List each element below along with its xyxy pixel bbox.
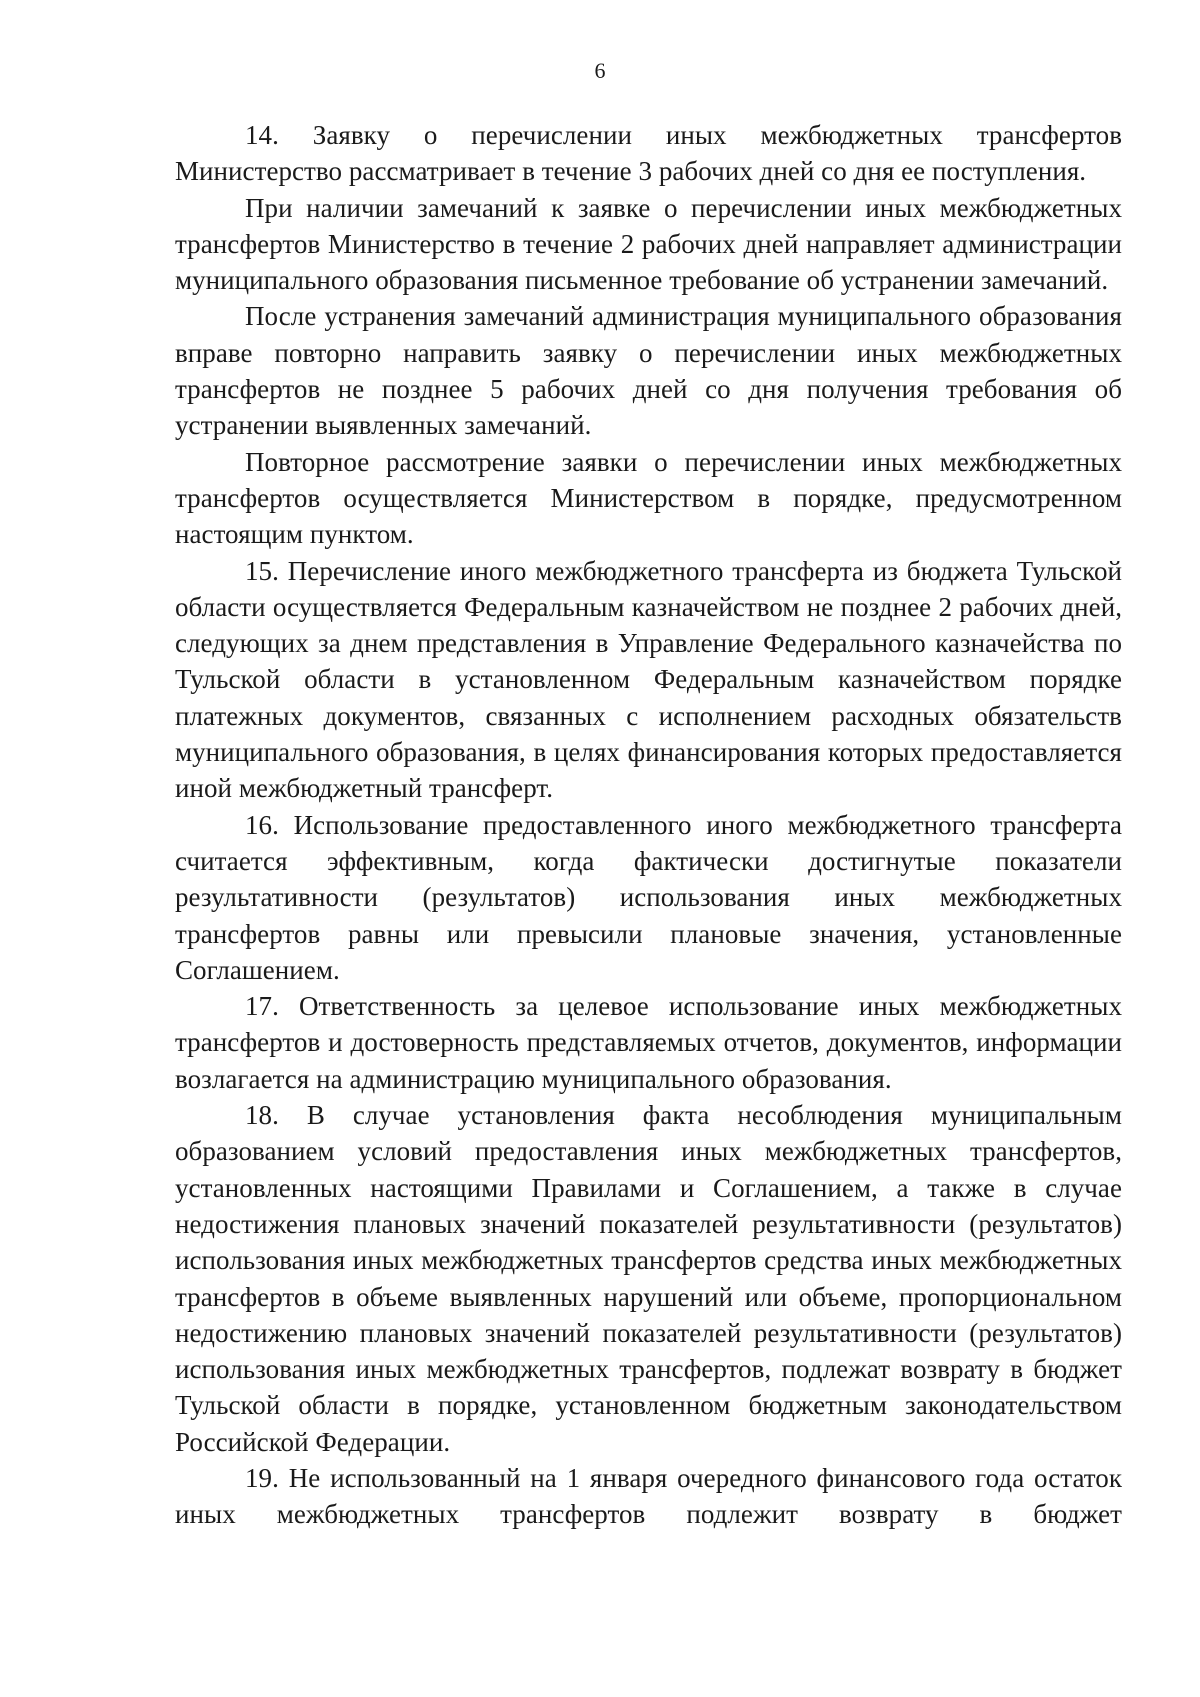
paragraph-14-repeat-review: Повторное рассмотрение заявки о перечислении иных межбюджетных трансфертов осуществляется Министерством в порядке, предусмотренном настоящим пунктом. — [175, 446, 1122, 550]
paragraph-14-remarks: При наличии замечаний к заявке о перечислении иных межбюджетных трансфертов Министерство в течение 2 рабочих дней направляет администрации муниципального образования письменное требование об устранении замечаний. — [175, 192, 1122, 296]
paragraph-18: 18. В случае установления факта несоблюдения муниципальным образованием условий предоставления иных межбюджетных трансфертов, установленных настоящими Правилами и Соглашением, а также в случае недостижения плановых значений показателей результативности (результатов) использования иных межбюджетных трансфертов средства иных межбюджетных трансфертов в объеме выявленных нарушений или объеме, пропорциональном недостижению плановых значений показателей результативности (результатов) использования иных межбюджетных трансфертов, подлежат возврату в бюджет Тульской области в порядке, установленном бюджетным законодательством Российской Федерации. — [175, 1100, 1122, 1457]
document-body — [175, 117, 1122, 1533]
paragraph-19: 19. Не использованный на 1 января очередного финансового года остаток иных межбюджетных трансфертов подлежит возврату в бюджет — [175, 1462, 1122, 1530]
paragraph-14-resubmission: После устранения замечаний администрация муниципального образования вправе повторно направить заявку о перечислении иных межбюджетных трансфертов не позднее 5 рабочих дней со дня получения требования об устранении выявленных замечаний. — [175, 301, 1122, 441]
paragraph-15: 15. Перечисление иного межбюджетного трансферта из бюджета Тульской области осуществляется Федеральным казначейством не позднее 2 рабочих дней, следующих за днем представления в Управление Федерального казначейства по Тульской области в установленном Федеральным казначейством порядке платежных документов, связанных с исполнением расходных обязательств муниципального образования, в целях финансирования которых предоставляется иной межбюджетный трансферт. — [175, 555, 1122, 804]
paragraph-17: 17. Ответственность за целевое использование иных межбюджетных трансфертов и достоверность представляемых отчетов, документов, информации возлагается на администрацию муниципального образования. — [175, 991, 1122, 1094]
paragraph-16: 16. Использование предоставленного иного межбюджетного трансферта считается эффективным, когда фактически достигнутые показатели результативности (результатов) использования иных межбюджетных трансфертов равны или превысили плановые значения, установленные Соглашением. — [175, 809, 1122, 985]
page-number: 6 — [594, 58, 606, 83]
paragraph-14: 14. Заявку о перечислении иных межбюджетных трансфертов Министерство рассматривает в течение 3 рабочих дней со дня ее поступления. — [175, 120, 1122, 187]
